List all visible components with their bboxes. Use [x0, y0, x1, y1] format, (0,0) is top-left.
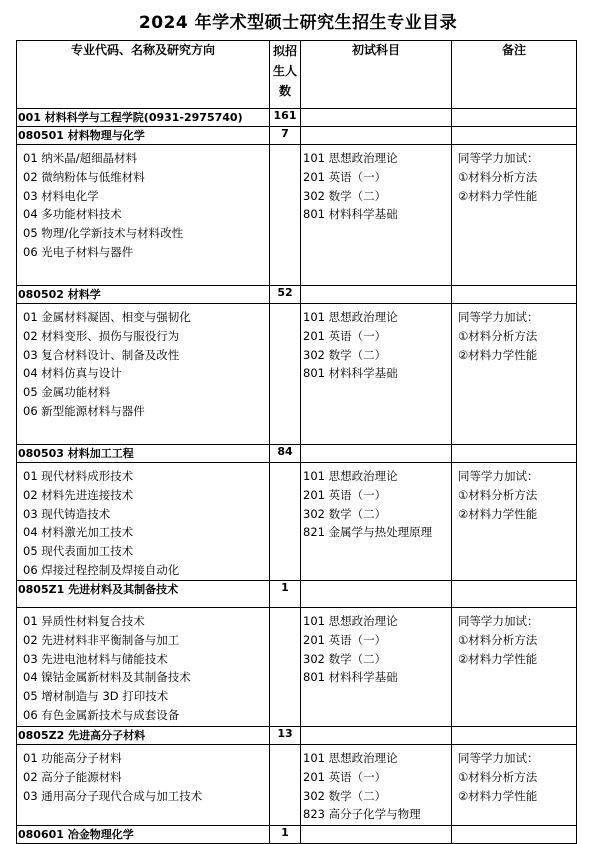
direction-list — [17, 745, 270, 826]
direction-item: 03 现代铸造技术 — [23, 506, 111, 521]
direction-list — [17, 608, 270, 727]
major-list — [17, 127, 577, 844]
catalog-table — [16, 40, 577, 844]
major-row — [17, 127, 577, 145]
school-name: 001 材料科学与工程学院(0931-2975740) — [17, 109, 270, 127]
note-list — [452, 145, 577, 286]
exam-subject: 201 英语（一） — [303, 328, 387, 343]
exam-subject-list — [301, 745, 452, 826]
direction-item: 05 现代表面加工技术 — [23, 544, 134, 559]
exam-subject: 302 数学（二） — [303, 188, 387, 203]
direction-item: 06 有色金属新技术与成套设备 — [23, 707, 180, 722]
exam-subject: 801 材料科学基础 — [303, 366, 398, 381]
note-list — [452, 463, 577, 581]
direction-item: 03 复合材料设计、制备及改性 — [23, 347, 180, 362]
direction-item: 06 焊接过程控制及焊接自动化 — [23, 562, 180, 577]
direction-item: 01 纳米晶/超细晶材料 — [23, 151, 138, 165]
note-list — [452, 745, 577, 826]
major-detail-row — [17, 745, 577, 826]
note-line: ①材料分析方法 — [458, 487, 538, 502]
exam-subject: 201 英语（一） — [303, 169, 387, 184]
direction-item: 02 材料先进连接技术 — [23, 487, 134, 502]
direction-item: 01 功能高分子材料 — [23, 751, 122, 765]
exam-subject: 101 思想政治理论 — [303, 614, 398, 628]
exam-subject-list — [301, 145, 452, 286]
major-name: 0805Z1 先进材料及其制备技术 — [17, 581, 270, 608]
exam-subject: 101 思想政治理论 — [303, 151, 398, 165]
note-line: ①材料分析方法 — [458, 328, 538, 343]
note-line: ②材料力学性能 — [458, 788, 538, 803]
note-list — [452, 304, 577, 445]
direction-item: 02 先进材料非平衡制备与加工 — [23, 632, 180, 647]
note-line: ②材料力学性能 — [458, 188, 538, 203]
note-line: ①材料分析方法 — [458, 169, 538, 184]
direction-item: 03 通用高分子现代合成与加工技术 — [23, 788, 203, 803]
major-count: 1 — [270, 581, 301, 608]
direction-list — [17, 463, 270, 581]
exam-subject-list — [301, 304, 452, 445]
major-count: 1 — [270, 826, 301, 844]
major-detail-row — [17, 304, 577, 445]
major-name: 0805Z2 先进高分子材料 — [17, 727, 270, 745]
direction-item: 03 先进电池材料与储能技术 — [23, 651, 168, 666]
major-detail-row — [17, 463, 577, 581]
major-row — [17, 445, 577, 463]
major-name: 080501 材料物理与化学 — [17, 127, 270, 145]
direction-item: 01 异质性材料复合技术 — [23, 614, 145, 628]
exam-subject: 801 材料科学基础 — [303, 207, 398, 222]
note-line: 同等学力加试： — [458, 751, 539, 765]
exam-subject: 201 英语（一） — [303, 487, 387, 502]
exam-subject-list — [301, 463, 452, 581]
table-header-row — [17, 41, 577, 109]
major-count: 7 — [270, 127, 301, 145]
note-line: ①材料分析方法 — [458, 769, 538, 784]
exam-subject: 823 高分子化学与物理 — [303, 807, 421, 822]
school-row — [17, 109, 577, 127]
exam-subject: 302 数学（二） — [303, 651, 387, 666]
header-count-line: 数 — [278, 84, 291, 98]
direction-item: 03 材料电化学 — [23, 188, 99, 203]
note-line: ②材料力学性能 — [458, 506, 538, 521]
note-line: 同等学力加试： — [458, 614, 539, 628]
header-count-line: 生人 — [272, 64, 297, 78]
note-line: 同等学力加试： — [458, 151, 539, 165]
direction-item: 01 金属材料凝固、相变与强韧化 — [23, 310, 191, 324]
note-line: 同等学力加试： — [458, 310, 539, 324]
note-line: ②材料力学性能 — [458, 651, 538, 666]
direction-item: 06 光电子材料与器件 — [23, 244, 134, 259]
header-note: 备注 — [452, 41, 577, 109]
direction-item: 01 现代材料成形技术 — [23, 469, 134, 483]
direction-item: 06 新型能源材料与器件 — [23, 403, 145, 418]
direction-list — [17, 304, 270, 445]
exam-subject: 302 数学（二） — [303, 347, 387, 362]
major-name: 080502 材料学 — [17, 286, 270, 304]
note-line: ②材料力学性能 — [458, 347, 538, 362]
exam-subject: 101 思想政治理论 — [303, 469, 398, 483]
direction-item: 05 增材制造与 3D 打印技术 — [23, 689, 169, 704]
note-line: ①材料分析方法 — [458, 632, 538, 647]
major-row — [17, 826, 577, 844]
note-line: 同等学力加试： — [458, 469, 539, 483]
page-title: 2024 年学术型硕士研究生招生专业目录 — [138, 13, 458, 33]
major-row — [17, 581, 577, 608]
exam-subject-list — [301, 608, 452, 727]
direction-item: 02 材料变形、损伤与服役行为 — [23, 328, 180, 343]
direction-item: 02 高分子能源材料 — [23, 769, 122, 784]
direction-item: 04 多功能材料技术 — [23, 207, 122, 222]
exam-subject: 101 思想政治理论 — [303, 310, 398, 324]
major-row — [17, 286, 577, 304]
exam-subject: 302 数学（二） — [303, 506, 387, 521]
major-count: 52 — [270, 286, 301, 304]
direction-item: 04 材料仿真与设计 — [23, 366, 122, 381]
exam-subject: 201 英语（一） — [303, 769, 387, 784]
direction-item: 04 材料激光加工技术 — [23, 525, 134, 540]
major-count: 13 — [270, 727, 301, 745]
header-count-line: 拟招 — [272, 44, 297, 58]
major-detail-row — [17, 145, 577, 286]
header-count — [270, 41, 301, 109]
exam-subject: 101 思想政治理论 — [303, 751, 398, 765]
header-major: 专业代码、名称及研究方向 — [17, 41, 270, 109]
exam-subject: 821 金属学与热处理原理 — [303, 525, 433, 540]
major-name: 080601 冶金物理化学 — [17, 826, 270, 844]
direction-item: 02 微纳粉体与低维材料 — [23, 169, 145, 184]
direction-list — [17, 145, 270, 286]
major-count: 84 — [270, 445, 301, 463]
school-count: 161 — [270, 109, 301, 127]
exam-subject: 201 英语（一） — [303, 632, 387, 647]
direction-item: 05 物理/化学新技术与材料改性 — [23, 226, 184, 241]
direction-item: 05 金属功能材料 — [23, 385, 111, 400]
exam-subject: 302 数学（二） — [303, 788, 387, 803]
header-exam: 初试科目 — [301, 41, 452, 109]
major-row — [17, 727, 577, 745]
major-name: 080503 材料加工工程 — [17, 445, 270, 463]
direction-item: 04 镍钴金属新材料及其制备技术 — [23, 670, 191, 685]
note-list — [452, 608, 577, 727]
major-detail-row — [17, 608, 577, 727]
exam-subject: 801 材料科学基础 — [303, 670, 398, 685]
